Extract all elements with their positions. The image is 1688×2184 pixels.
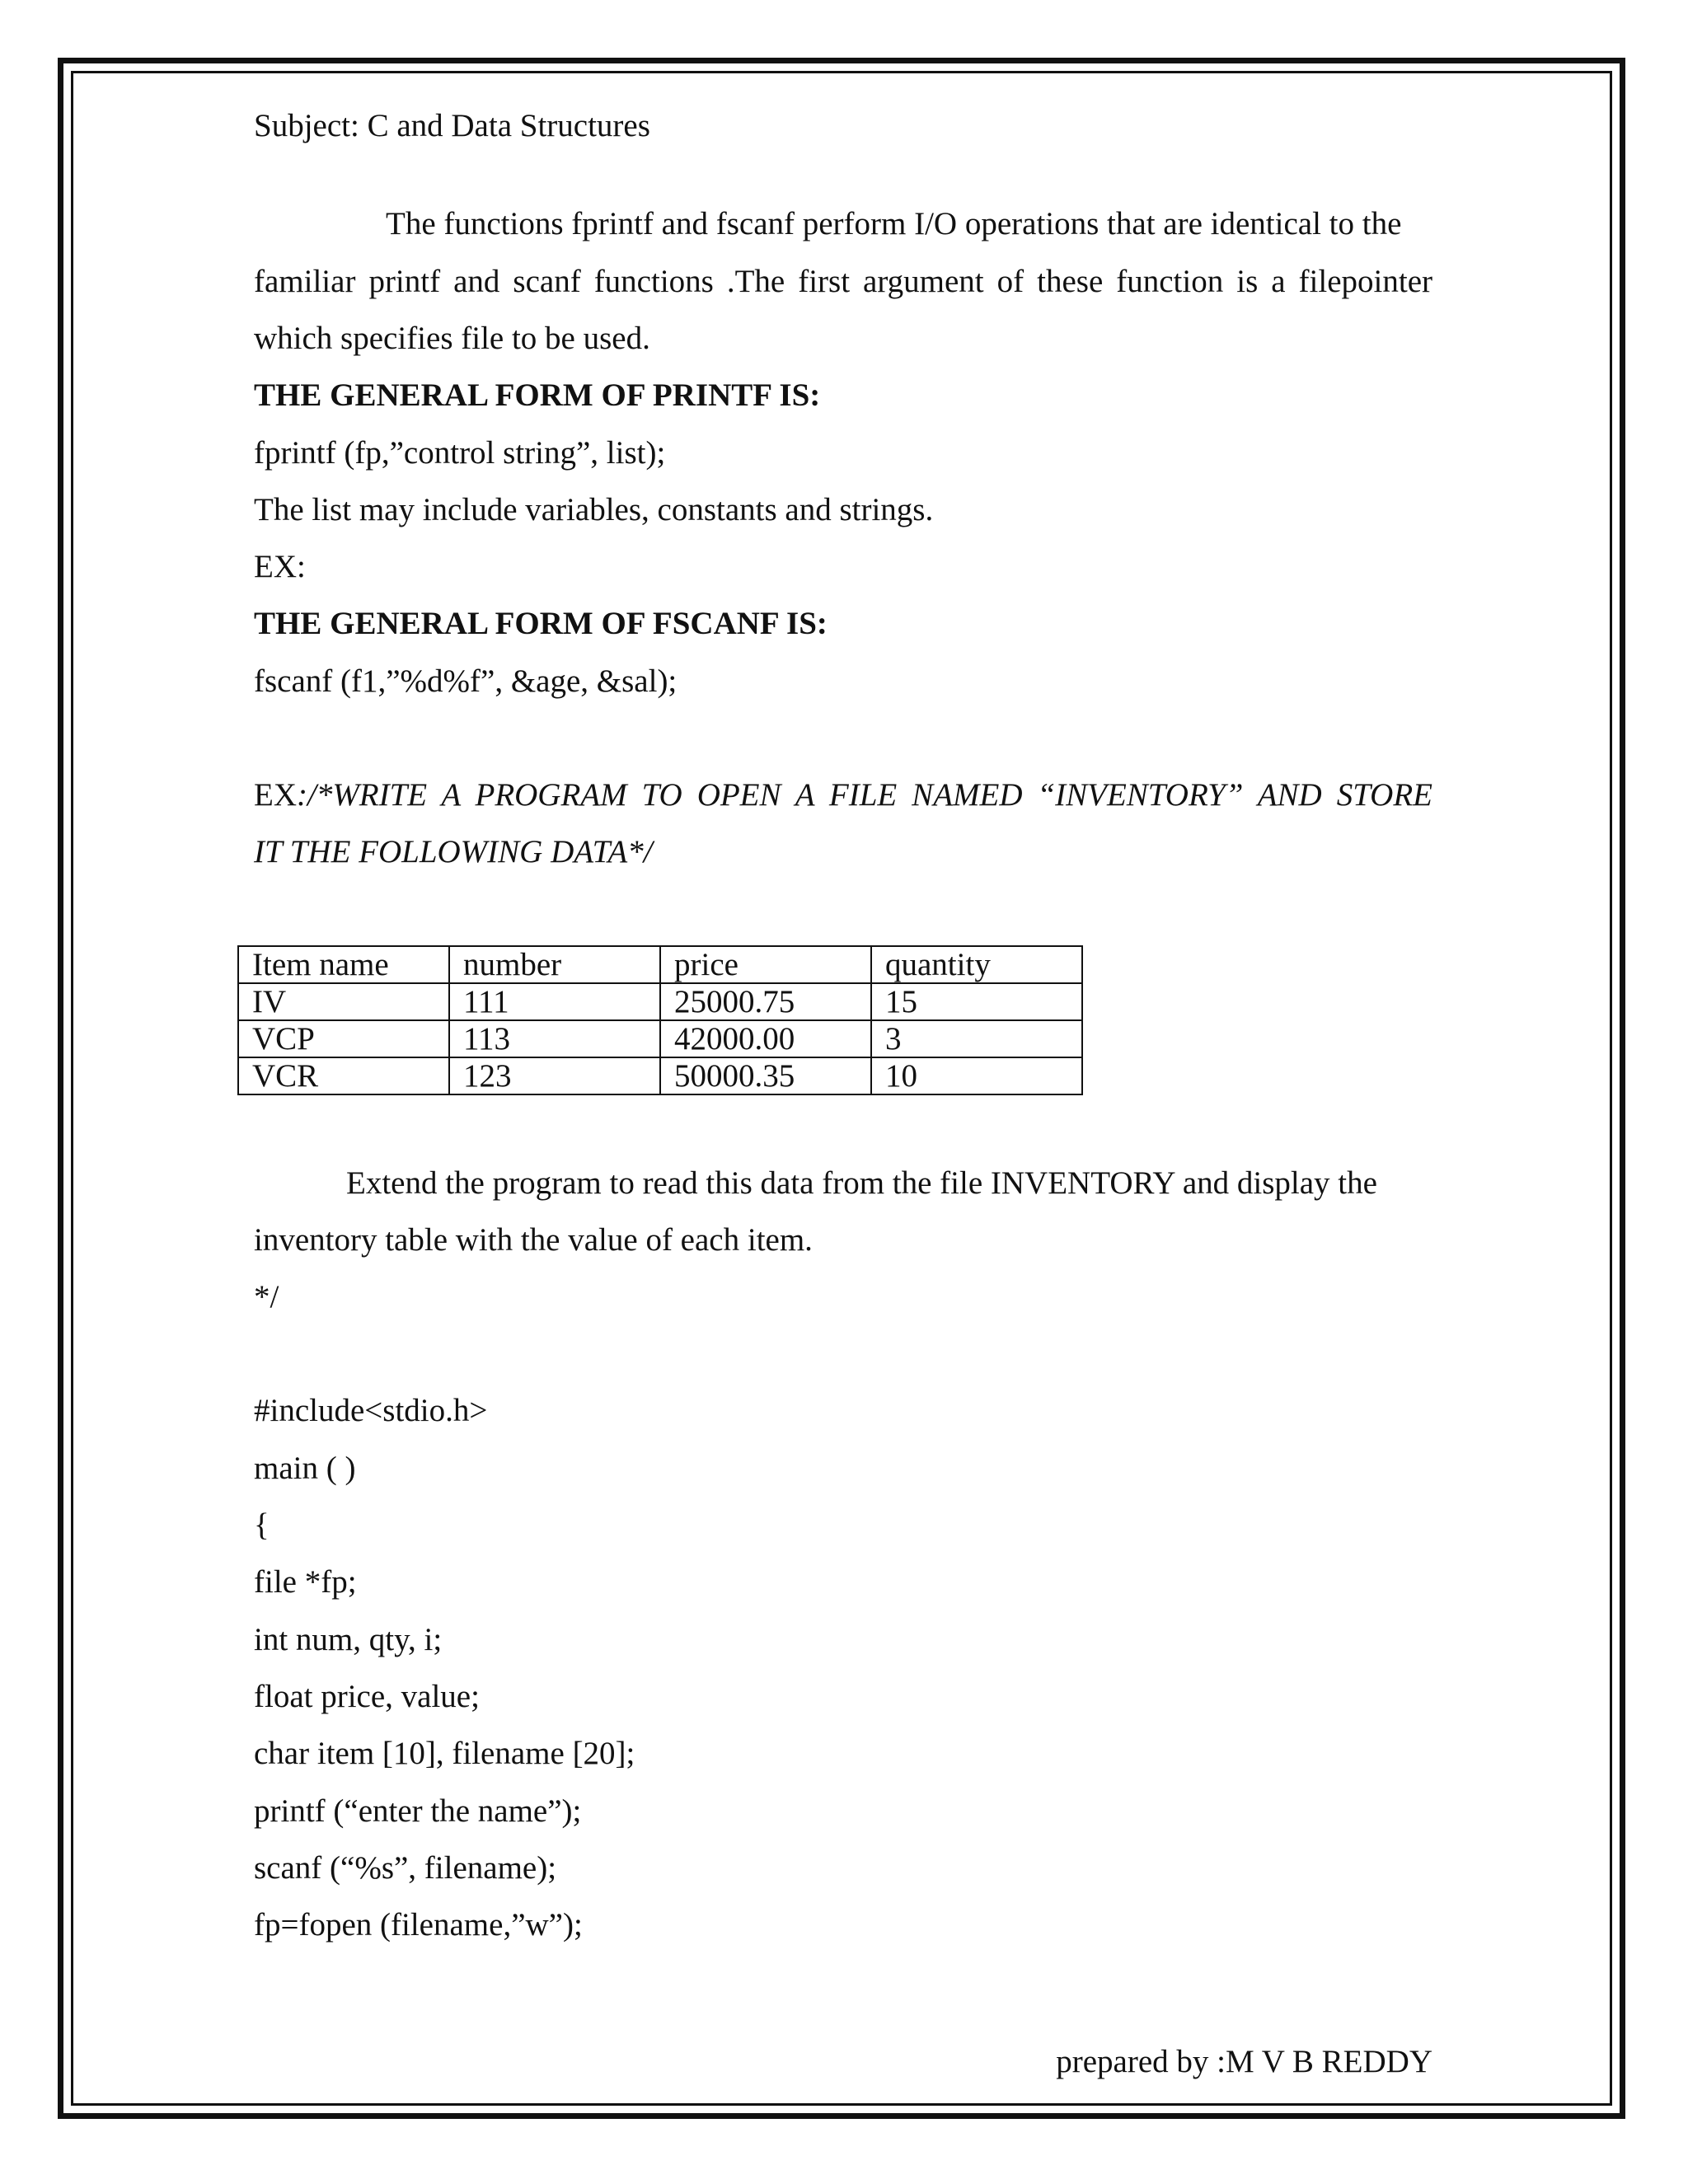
comment-close: */ [254,1279,279,1315]
code-line: char item [10], filename [20]; [254,1736,635,1771]
table-cell: 15 [871,983,1082,1020]
table-header-row [238,946,1082,983]
code-line: file *fp; [254,1564,357,1600]
code-line: printf (“enter the name”); [254,1793,582,1829]
table-row [238,1057,1082,1094]
code-line: int num, qty, i; [254,1622,443,1657]
code-line: fp=fopen (filename,”w”); [254,1907,583,1943]
extend-line-1: Extend the program to read this data from the file INVENTORY and display the [346,1165,1377,1201]
fscanf-heading: THE GENERAL FORM OF FSCANF IS: [254,606,828,641]
table-header-cell: quantity [871,946,1082,983]
example-title: :/*WRITE A PROGRAM TO OPEN A FILE NAMED “INVENTORY” AND STORE [297,777,1432,813]
example-line-1-text [254,779,1432,811]
table-cell: 111 [449,983,660,1020]
table-cell: VCR [238,1057,449,1094]
printf-heading: THE GENERAL FORM OF PRINTF IS: [254,377,821,413]
table-header-cell: price [660,946,871,983]
table-row [238,983,1082,1020]
code-line: { [254,1507,270,1543]
subject-header: Subject: C and Data Structures [254,108,650,143]
example-line-1 [254,779,1432,811]
table-cell: 113 [449,1020,660,1057]
printf-note: The list may include variables, constants and strings. [254,492,934,527]
example-prefix: EX [254,777,297,813]
intro-line-2 [254,265,1432,298]
table-cell: 25000.75 [660,983,871,1020]
code-line: scanf (“%s”, filename); [254,1850,557,1886]
table-row [238,1020,1082,1057]
table-cell: 10 [871,1057,1082,1094]
code-line: main ( ) [254,1451,356,1486]
code-line: #include<stdio.h> [254,1393,488,1428]
table-cell: 123 [449,1057,660,1094]
inventory-table [237,945,1083,1095]
table-cell: 50000.35 [660,1057,871,1094]
printf-syntax: fprintf (fp,”control string”, list); [254,435,666,471]
table-header-cell: Item name [238,946,449,983]
table-cell: 42000.00 [660,1020,871,1057]
example-line-2: IT THE FOLLOWING DATA*/ [254,834,653,869]
table-cell: VCP [238,1020,449,1057]
extend-line-2: inventory table with the value of each item. [254,1222,813,1258]
intro-line-3: which specifies file to be used. [254,321,650,356]
table-cell: 3 [871,1020,1082,1057]
fscanf-syntax: fscanf (f1,”%d%f”, &age, &sal); [254,663,678,699]
intro-line-2-text: familiar printf and scanf functions .The first argument of these function is a filepointer [254,264,1432,299]
printf-ex-label: EX: [254,549,306,584]
table-header-cell: number [449,946,660,983]
intro-line-1: The functions fprintf and fscanf perform I/O operations that are identical to the [386,206,1402,241]
footer-credit: prepared by :M V B REDDY [1056,2044,1432,2079]
code-line: float price, value; [254,1679,480,1714]
table-cell: IV [238,983,449,1020]
